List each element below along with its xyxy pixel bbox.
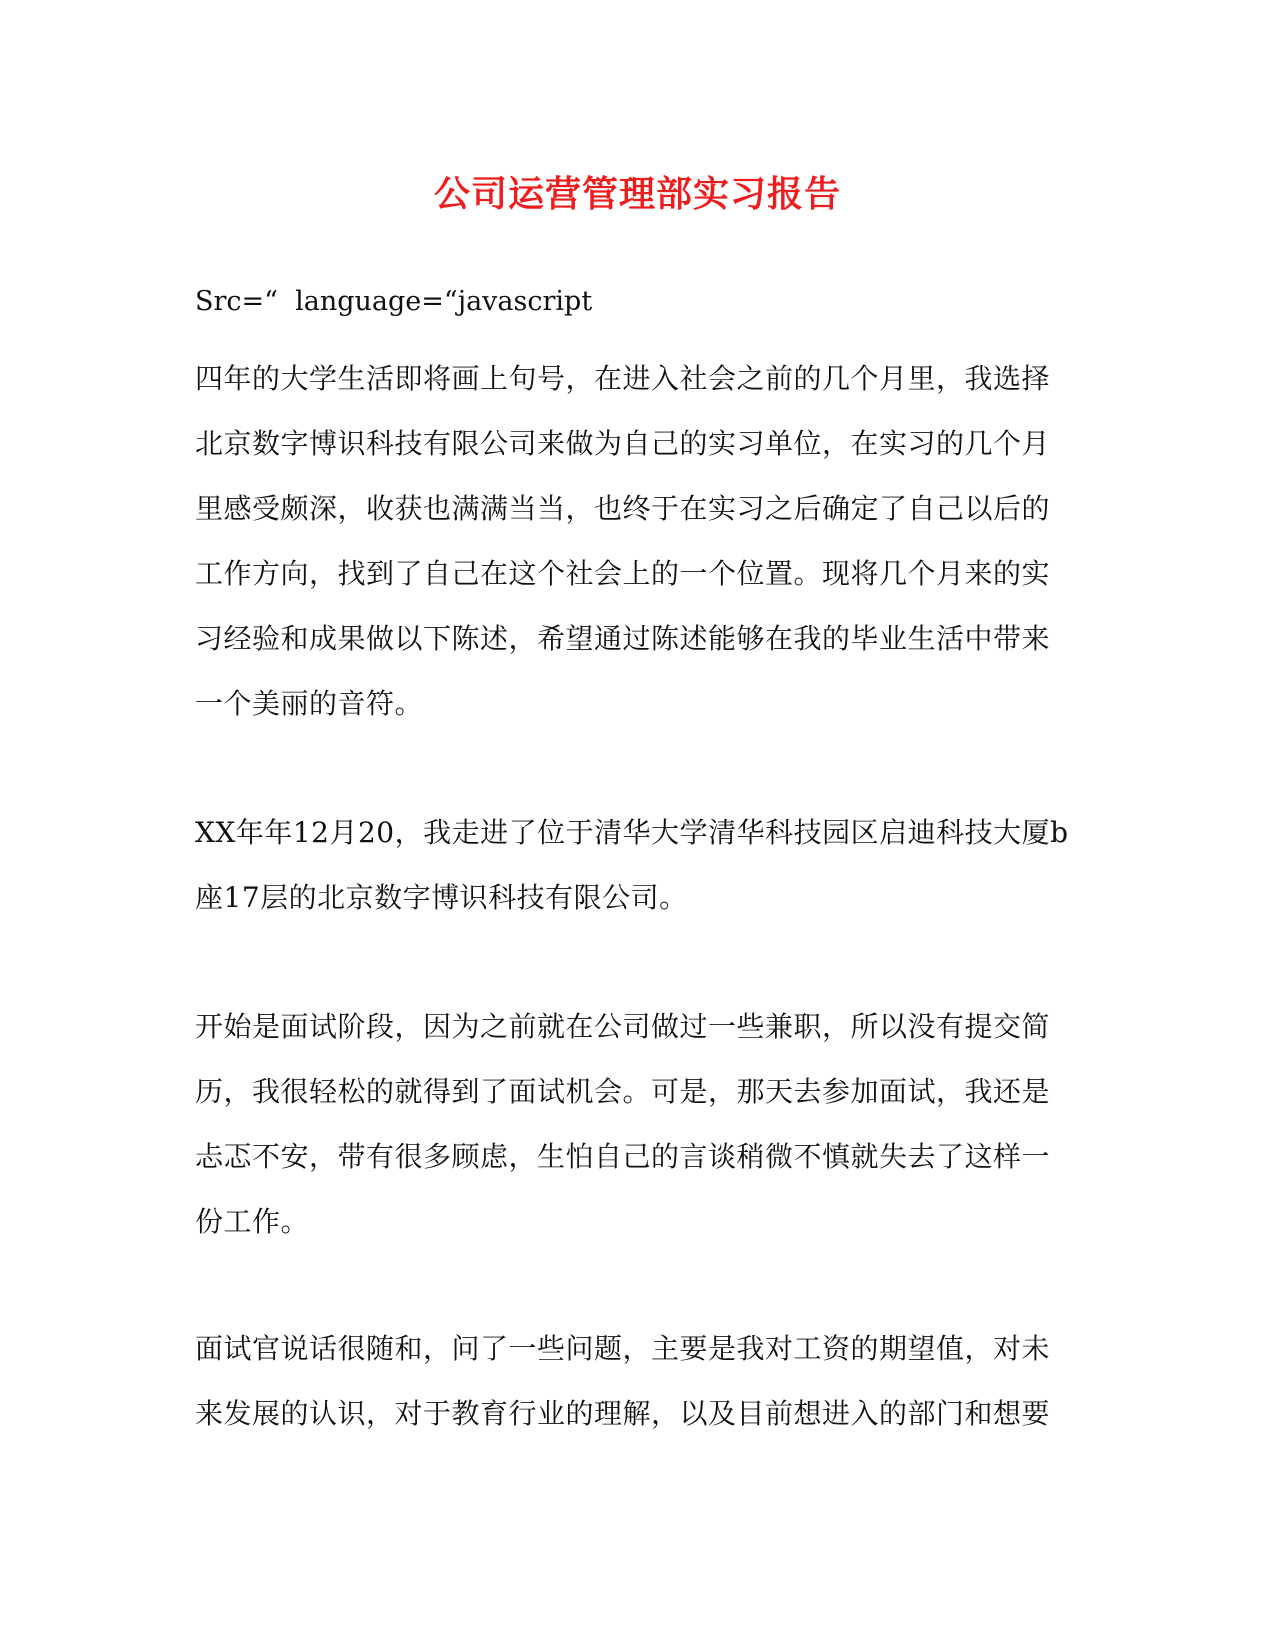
paragraph-line: 开始是面试阶段，因为之前就在公司做过一些兼职，所以没有提交简 [195, 1010, 1051, 1043]
paragraph-line: XX年年12月20，我走进了位于清华大学清华科技园区启迪科技大厦b [195, 816, 1069, 849]
paragraph-line: 面试官说话很随和，问了一些问题，主要是我对工资的期望值，对未 [195, 1332, 1051, 1365]
paragraph-line: 习经验和成果做以下陈述，希望通过陈述能够在我的毕业生活中带来 [195, 622, 1051, 655]
paragraph-2 [195, 800, 1075, 930]
paragraph-3 [195, 994, 1075, 1254]
paragraph-line: 来发展的认识，对于教育行业的理解，以及目前想进入的部门和想要 [195, 1397, 1051, 1430]
paragraph-line: 里感受颇深，收获也满满当当，也终于在实习之后确定了自己以后的 [195, 492, 1051, 525]
paragraph-line: 四年的大学生活即将画上句号，在进入社会之前的几个月里，我选择 [195, 362, 1051, 395]
paragraph-line: 北京数字博识科技有限公司来做为自己的实习单位，在实习的几个月 [195, 427, 1051, 460]
paragraph-line: 工作方向，找到了自己在这个社会上的一个位置。现将几个月来的实 [195, 557, 1051, 590]
paragraph-1 [195, 346, 1075, 736]
paragraph-line: 座17层的北京数字博识科技有限公司。 [195, 881, 688, 914]
document-title: 公司运营管理部实习报告 [433, 173, 841, 215]
paragraph-line: 历，我很轻松的就得到了面试机会。可是，那天去参加面试，我还是 [195, 1075, 1051, 1108]
paragraph-line: 一个美丽的音符。 [195, 687, 424, 720]
src-code-line: Src=“ language=“javascript [195, 286, 593, 317]
paragraph-4 [195, 1316, 1075, 1446]
paragraph-line: 忐忑不安，带有很多顾虑，生怕自己的言谈稍微不慎就失去了这样一 [195, 1140, 1051, 1173]
paragraph-line: 份工作。 [195, 1205, 310, 1238]
